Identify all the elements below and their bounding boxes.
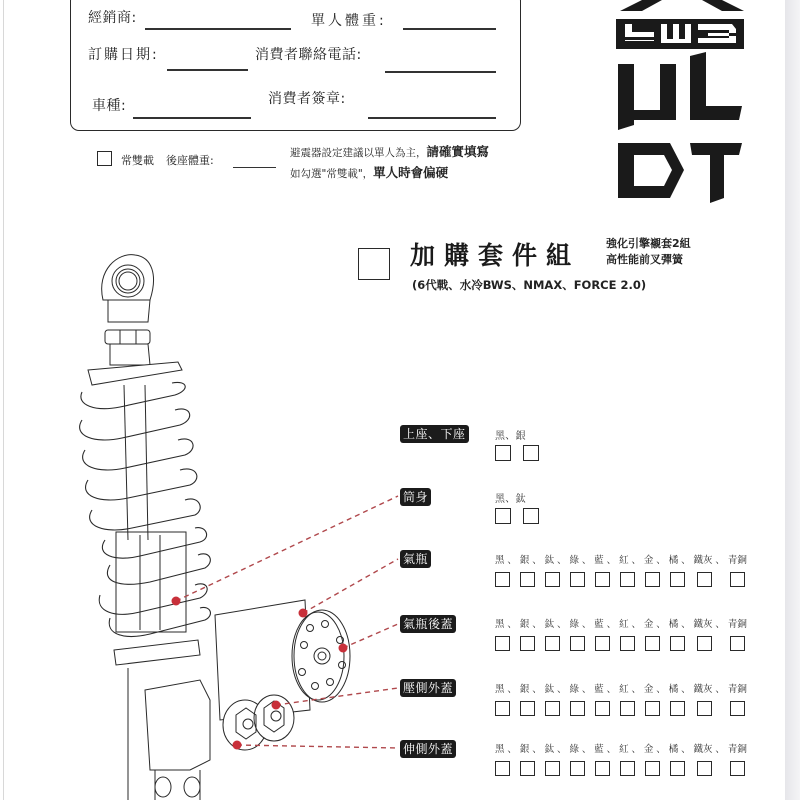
reservoir-color-row (495, 552, 747, 588)
compression-cover-option-blue[interactable] (595, 701, 610, 716)
compression-cover-option-silver[interactable] (520, 701, 535, 716)
tandem-note-line1: 避震器設定建議以單人為主，請確實填寫 (290, 144, 490, 159)
part-tag-body: 筒身 (400, 488, 431, 506)
rebound-cover-option-bronze[interactable] (730, 761, 745, 776)
body-option-black[interactable] (495, 508, 511, 524)
addon-kit-models: (6代戰、水冷BWS、NMAX、FORCE 2.0) (412, 278, 647, 292)
rear-weight-label: 後座體重: (166, 154, 214, 167)
reservoir-cap-option-green[interactable] (570, 636, 585, 651)
reservoir-cap-color-row (495, 616, 747, 652)
reservoir-cap-option-silver[interactable] (520, 636, 535, 651)
rebound-cover-option-green[interactable] (570, 761, 585, 776)
reservoir-cap-option-bronze[interactable] (730, 636, 745, 651)
reservoir-cap-option-red[interactable] (620, 636, 635, 651)
rebound-cover-option-blue[interactable] (595, 761, 610, 776)
body-option-titanium[interactable] (523, 508, 539, 524)
rebound-cover-option-titanium[interactable] (545, 761, 560, 776)
consumer-signature-label: 消費者簽章: (268, 91, 346, 107)
compression-cover-option-gold[interactable] (645, 701, 660, 716)
compression-cover-option-orange[interactable] (670, 701, 685, 716)
rebound-cover-option-red[interactable] (620, 761, 635, 776)
rebound-cover-option-silver[interactable] (520, 761, 535, 776)
compression-cover-option-bronze[interactable] (730, 701, 745, 716)
compression-cover-option-gunmetal[interactable] (697, 701, 712, 716)
reservoir-option-gold[interactable] (645, 572, 660, 587)
compression-cover-color-names: 黑 、 銀 、 鈦 、 綠 、 藍 、 紅 、 金 、 橘 、 鐵灰 、 青銅 (495, 684, 747, 695)
rebound-cover-option-orange[interactable] (670, 761, 685, 776)
reservoir-option-gunmetal[interactable] (697, 572, 712, 587)
compression-cover-option-red[interactable] (620, 701, 635, 716)
vehicle-label: 車種: (92, 98, 127, 114)
part-tag-compression-cover: 壓側外蓋 (400, 679, 456, 697)
reservoir-color-names: 黑 、 銀 、 鈦 、 綠 、 藍 、 紅 、 金 、 橘 、 鐵灰 、 青銅 (495, 555, 747, 566)
seat-mounts-color-options: 黑、銀 (495, 431, 526, 442)
reservoir-cap-option-blue[interactable] (595, 636, 610, 651)
body-color-options: 黑、鈦 (495, 494, 526, 505)
reservoir-option-bronze[interactable] (730, 572, 745, 587)
reservoir-option-black[interactable] (495, 572, 510, 587)
reservoir-cap-option-black[interactable] (495, 636, 510, 651)
rebound-cover-color-names: 黑 、 銀 、 鈦 、 綠 、 藍 、 紅 、 金 、 橘 、 鐵灰 、 青銅 (495, 744, 747, 755)
reservoir-cap-option-orange[interactable] (670, 636, 685, 651)
rider-weight-label: 單人體重: (311, 13, 387, 29)
reservoir-cap-option-gold[interactable] (645, 636, 660, 651)
reservoir-option-orange[interactable] (670, 572, 685, 587)
seat-mounts-option-black[interactable] (495, 445, 511, 461)
addon-kit-item-bushing: 強化引擎襯套2組 (606, 237, 691, 250)
addon-kit-title: 加購套件組 (410, 241, 581, 270)
reservoir-option-green[interactable] (570, 572, 585, 587)
rebound-cover-option-gunmetal[interactable] (697, 761, 712, 776)
rebound-cover-color-row (495, 741, 747, 777)
reservoir-cap-option-gunmetal[interactable] (697, 636, 712, 651)
reservoir-option-titanium[interactable] (545, 572, 560, 587)
tandem-note-line2: 如勾選"常雙載"，單人時會偏硬 (290, 165, 449, 180)
rebound-cover-option-black[interactable] (495, 761, 510, 776)
dealer-label: 經銷商: (88, 10, 137, 26)
part-tag-seat-mounts: 上座、下座 (400, 425, 469, 443)
reservoir-option-blue[interactable] (595, 572, 610, 587)
reservoir-cap-option-titanium[interactable] (545, 636, 560, 651)
rebound-cover-option-gold[interactable] (645, 761, 660, 776)
part-tag-reservoir: 氣瓶 (400, 550, 431, 568)
order-date-label: 訂購日期: (88, 47, 159, 63)
reservoir-option-red[interactable] (620, 572, 635, 587)
compression-cover-option-green[interactable] (570, 701, 585, 716)
tandem-label: 常雙載 (121, 154, 154, 167)
part-tag-reservoir-cap: 氣瓶後蓋 (400, 615, 456, 633)
seat-mounts-option-silver[interactable] (523, 445, 539, 461)
part-tag-rebound-cover: 伸側外蓋 (400, 740, 456, 758)
reservoir-option-silver[interactable] (520, 572, 535, 587)
addon-kit-item-fork-spring: 高性能前叉彈簧 (606, 253, 683, 266)
compression-cover-option-black[interactable] (495, 701, 510, 716)
consumer-phone-label: 消費者聯絡電話: (255, 47, 362, 63)
compression-cover-color-row (495, 681, 747, 717)
compression-cover-option-titanium[interactable] (545, 701, 560, 716)
reservoir-cap-color-names: 黑 、 銀 、 鈦 、 綠 、 藍 、 紅 、 金 、 橘 、 鐵灰 、 青銅 (495, 619, 747, 630)
